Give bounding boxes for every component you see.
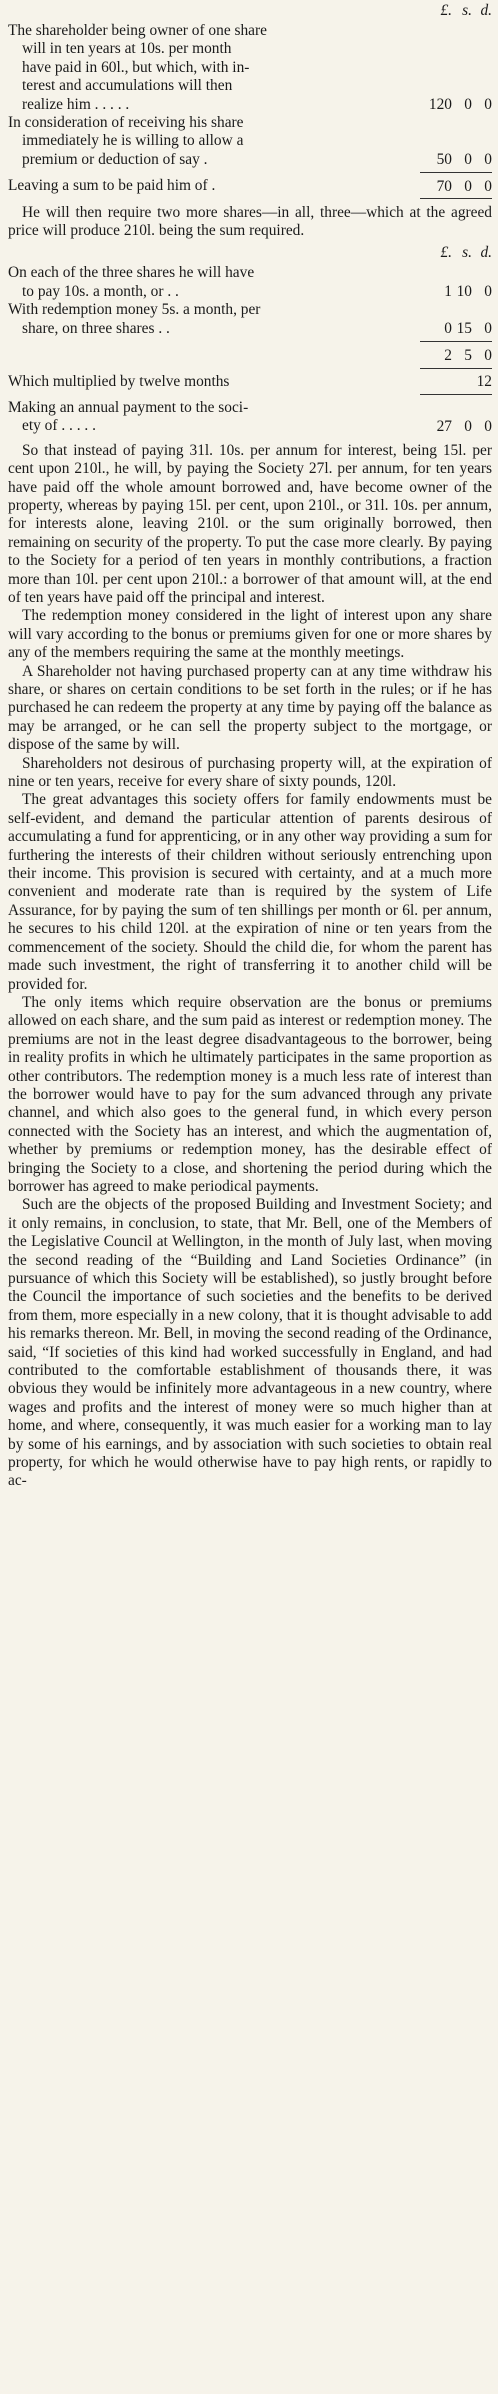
amount-shillings: 0	[464, 96, 472, 114]
amount-shillings	[468, 373, 472, 391]
header-pence-2: d.	[480, 244, 492, 262]
account-description	[8, 373, 416, 391]
currency-header	[0, 2, 498, 22]
header-shillings-2: s.	[462, 244, 472, 262]
description-line: share, on three shares . .	[22, 319, 170, 337]
amount-shillings: 0	[464, 177, 472, 195]
description-line: premium or deduction of say .	[22, 150, 208, 168]
description-line	[8, 346, 416, 364]
account-rows-2	[0, 264, 498, 435]
body-paragraph: A Shareholder not having purchased property can at any time withdraw his share, or shares on certain conditions to be set forth in the rules; or if he has purchased he can redeem the property at any time by paying off the balance as may be arranged, or he can sell the property subject to the mortgage, or dispose of the same by will.	[8, 662, 492, 754]
description-line: With redemption money 5s. a month, per	[8, 301, 261, 319]
amount-shillings: 15	[456, 320, 472, 338]
header-pounds-2: £.	[440, 244, 452, 262]
description-line: will in ten years at 10s. per month	[22, 40, 232, 58]
account-row	[0, 346, 498, 364]
amount-pence: 0	[484, 346, 492, 364]
body-paragraph: The great advantages this society offers for family endowments must be self-evident, and demand the particular attention of parents desirous of accumulating a fund for apprenticing, or in any other way providing a sum for furthering the interests of their children without seriously entrenching upon their income. This provision is secured with certainty, and at a much more convenient and moderate rate than is required by the system of Life Assurance, for by paying the sum of ten shillings per month or 6l. per annum, he secures to his child 120l. at the expiration of nine or ten years from the commencement of the society. Should the child die, for whom the parent has made such investment, the right of transferring it to another child will be provided for.	[8, 791, 492, 993]
amount-pence: 0	[484, 151, 492, 169]
header-pence: d.	[480, 2, 492, 19]
account-rows-1	[0, 22, 498, 196]
row-gap	[0, 338, 498, 346]
sum-rule	[420, 172, 492, 173]
description-line: realize him . . . . .	[22, 95, 130, 113]
amount-pounds: 120	[428, 96, 452, 114]
sum-rule	[420, 198, 492, 199]
row-gap	[0, 365, 498, 373]
description-line: immediately he is willing to allow a	[22, 132, 244, 150]
account-description	[8, 301, 416, 338]
description-line: In consideration of receiving his share	[8, 114, 244, 132]
amount-pounds: 0	[444, 320, 452, 338]
amount-pence: 0	[484, 96, 492, 114]
account-row	[0, 114, 498, 169]
body-paragraph: So that instead of paying 31l. 10s. per annum for interest, being 15l. per cent upon 210l., he will, by paying the Society 27l. per annum, for ten years have paid off the whole amount borrowed and, have become owner of the property, whereas by paying 15l. per cent, upon 210l., or 31l. 10s. per annum, for interests alone, leaving 210l. or the sum originally borrowed, then remaining on security of the property. To put the case more clearly. By paying to the Society for a period of ten years in monthly contributions, a fraction more than 10l. per cent upon 210l.: a borrower of that amount will, at the end of ten years have paid off the principal and interest.	[8, 441, 492, 606]
body-text	[0, 442, 498, 1491]
description-line: to pay 10s. a month, or . .	[22, 282, 179, 300]
sum-rule	[420, 368, 492, 369]
body-paragraph: Such are the objects of the proposed Building and Investment Society; and it only remains, in conclusion, to state, that Mr. Bell, one of the Members of the Legislative Council at Wellington, in the month of July last, when moving the second reading of the “Building and Land Societies Ordinance” (in pursuance of which this Society will be established), so justly brought before the Council the importance of such societies and the benefits to be derived from them, more especially in a new colony, that it is thought advisable to add his remarks thereon. Mr. Bell, in moving the second reading of the Ordinance, said, “If societies of this kind had worked successfully in England, and had contributed to the comfortable establishment of thousands there, it was obvious they would be infinitely more advantageous in a new country, where wages and profits and the interest of money were so much higher than at home, and where, consequently, it was much easier for a working man to lay by some of his earnings, and by association with such societies to obtain real property, for which he would otherwise have to pay high rents, or rapidly to ac-	[8, 1196, 492, 1490]
account-description	[8, 177, 416, 195]
description-line: ety of . . . . .	[22, 417, 96, 435]
account-description	[8, 264, 416, 301]
account-row	[0, 301, 498, 338]
body-paragraph: The only items which require observation are the bonus or premiums allowed on each share, and the sum paid as interest or redemption money. The premiums are not in the least degree disadvantageous to the borrower, being in reality profits in which he ultimately participates in the same proportion as other contributors. The redemption money is a much less rate of interest than the borrower would have to pay for the sum advanced through any private channel, and which also goes to the general fund, in which every person connected with the Society has an interest, and which the augmentation of, whether by premiums or redemption money, has the desirable effect of bringing the Society to a close, and shortening the period during which the borrower has agreed to make periodical payments.	[8, 993, 492, 1195]
amount-pounds: 50	[436, 151, 452, 169]
description-line: have paid in 60l., but which, with in-	[22, 58, 250, 76]
account-row	[0, 177, 498, 195]
header-shillings: s.	[462, 2, 472, 19]
account-row	[0, 373, 498, 391]
amount-pence: 0	[484, 283, 492, 301]
amount-pounds	[448, 373, 452, 391]
account-table-2	[0, 240, 498, 435]
amount-pounds: 27	[436, 417, 452, 435]
amount-pence: 12	[476, 372, 492, 390]
account-description	[8, 114, 416, 169]
description-line: On each of the three shares he will have	[8, 264, 255, 282]
body-paragraph: Shareholders not desirous of purchasing property will, at the expiration of nine or ten years, receive for every share of sixty pounds, 120l.	[8, 754, 492, 791]
description-line: Which multiplied by twelve months	[8, 372, 230, 390]
amount-pounds: 1	[444, 283, 452, 301]
description-line: The shareholder being owner of one share	[8, 22, 267, 39]
account-row	[0, 399, 498, 436]
account-row	[0, 22, 498, 114]
account-table-1	[0, 0, 498, 196]
amount-pounds: 70	[436, 177, 452, 195]
amount-shillings: 5	[464, 346, 472, 364]
amount-shillings: 0	[464, 417, 472, 435]
intro-paragraph: He will then require two more shares—in all, three—which at the agreed price will produce 210l. being the sum required.	[8, 203, 492, 240]
amount-shillings: 10	[456, 283, 472, 301]
sum-rule	[420, 394, 492, 395]
amount-pounds: 2	[444, 346, 452, 364]
amount-pence: 0	[484, 320, 492, 338]
account-description	[8, 399, 416, 436]
header-pounds: £.	[440, 2, 452, 19]
description-line: Making an annual payment to the soci-	[8, 398, 249, 416]
amount-shillings: 0	[464, 151, 472, 169]
body-paragraph: The redemption money considered in the light of interest upon any share will vary according to the bonus or premiums given for one or more shares by any of the members requiring the same at the monthly meetings.	[8, 607, 492, 662]
description-line: Leaving a sum to be paid him of .	[8, 177, 216, 195]
account-description	[8, 22, 416, 114]
currency-header-2	[0, 244, 498, 264]
account-row	[0, 264, 498, 301]
amount-pence: 0	[484, 177, 492, 195]
amount-pence: 0	[484, 417, 492, 435]
row-gap	[0, 169, 498, 177]
sum-rule	[420, 341, 492, 342]
description-line: terest and accumulations will then	[22, 77, 233, 95]
account-description	[8, 346, 416, 364]
row-gap	[0, 391, 498, 399]
